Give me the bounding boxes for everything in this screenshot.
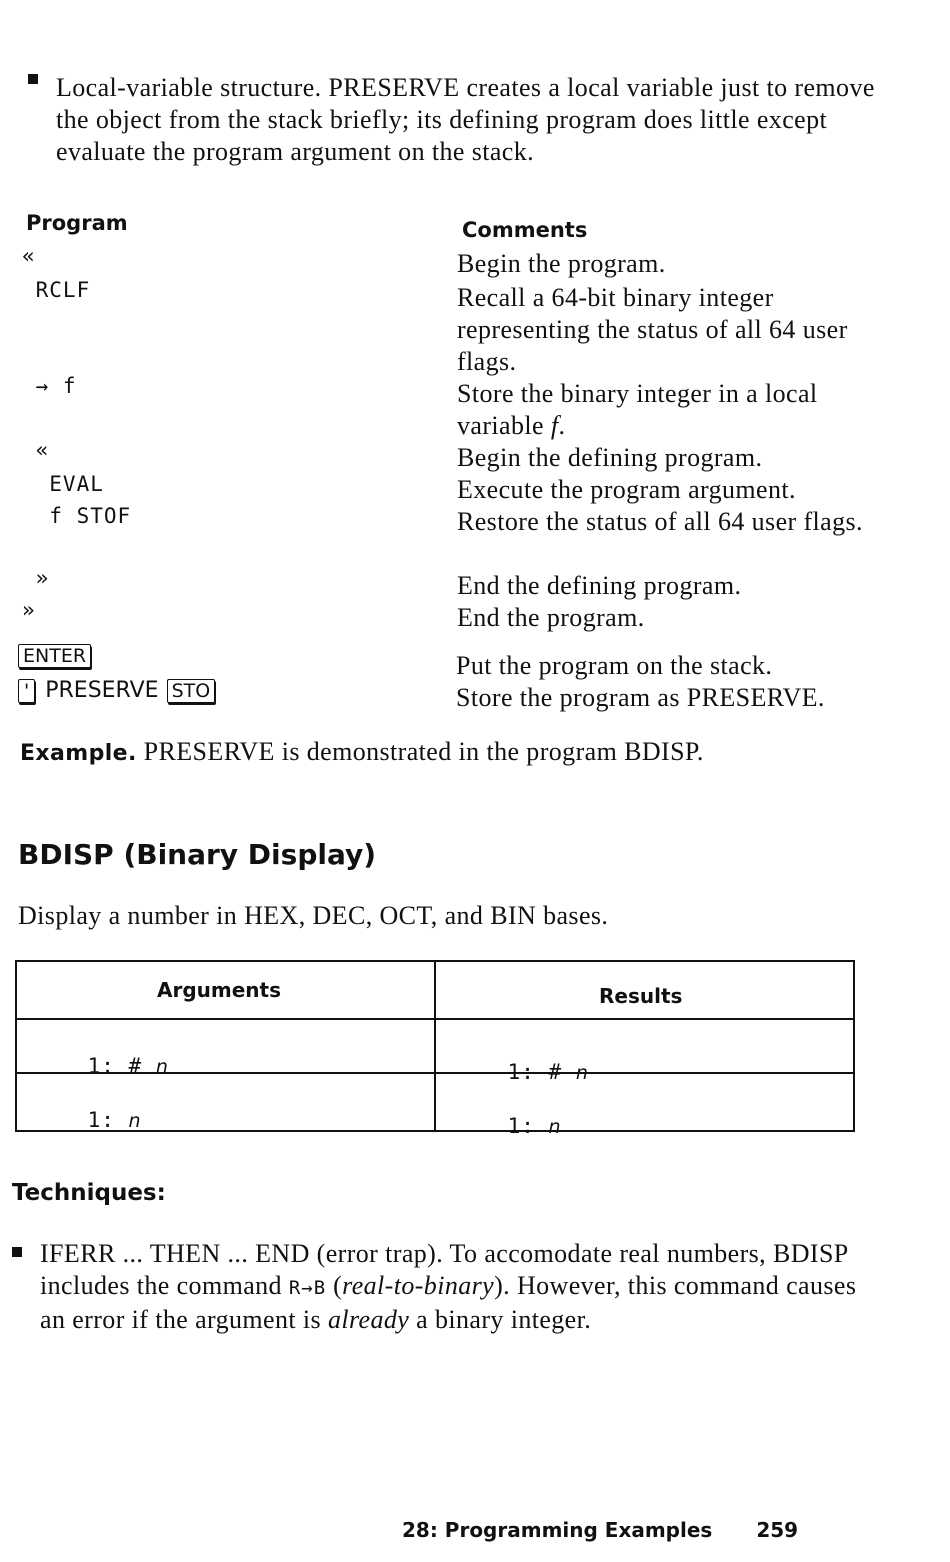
program-comment: Execute the program argument. [457,475,796,504]
intro-paragraph: Local-variable structure. PRESERVE creates a local variable just to remove the object from the stack briefly; its defining program does little except evaluate the program argument on the stack. [56,73,875,166]
program-comment [457,378,877,442]
results-header: Results [599,984,683,1008]
example-text: PRESERVE is demonstrated in the program BDISP. [143,737,704,766]
quote-key: ' [18,679,35,703]
program-comment: End the program. [457,603,645,632]
program-comment: Begin the defining program. [457,443,763,472]
stack-level: 1: [507,1114,535,1138]
stack-level: 1: [507,1060,535,1084]
variable-name: n [128,1110,142,1132]
enter-keystroke-row [18,644,91,668]
command-description: real-to-binary [342,1271,495,1300]
arguments-results-table [15,960,855,1138]
enter-comment: Put the program on the stack. [456,651,773,680]
binary-prefix: # [128,1054,143,1078]
page-footer [402,1518,798,1542]
technique-text: ( [326,1271,343,1300]
emphasis-text: already [327,1305,410,1334]
technique-text: ). However, this command causes an error if the argument is [40,1271,857,1334]
bullet-icon [28,74,38,84]
program-line: f STOF [22,504,132,528]
program-line: » [22,598,36,622]
chapter-title: 28: Programming Examples [402,1518,713,1542]
bullet-icon [12,1247,22,1257]
technique-text: IFERR ... THEN ... END (error trap). To accomodate real numbers, BDISP includes the command [40,1239,848,1300]
store-comment: Store the program as PRESERVE. [456,683,825,712]
variable-name: n [575,1062,589,1084]
binary-prefix: # [548,1060,563,1084]
stack-level: 1: [87,1108,115,1132]
arguments-header: Arguments [157,978,282,1002]
page-number: 259 [756,1518,799,1542]
program-line: → f [22,374,77,398]
program-comment: Begin the program. [457,249,666,278]
comment-text: Store the binary integer in a local variable [457,379,818,440]
program-comment: End the defining program. [457,571,742,600]
variable-name: n [548,1116,562,1138]
section-title: BDISP (Binary Display) [18,838,377,871]
program-line: « [22,244,36,268]
variable-name: n [155,1056,169,1078]
program-comment: Restore the status of all 64 user flags. [457,507,863,536]
program-column-header: Program [26,211,128,235]
program-line: » [22,566,50,590]
result-cell [453,1090,562,1162]
section-description: Display a number in HEX, DEC, OCT, and BIN bases. [18,901,609,930]
argument-cell [33,1084,142,1156]
program-line: « [22,438,50,462]
program-name-label: PRESERVE [45,678,159,703]
stack-level: 1: [87,1054,115,1078]
techniques-heading: Techniques: [12,1180,166,1206]
technique-paragraph [40,1238,870,1336]
example-label: Example. [20,741,137,766]
variable-name: f [550,411,559,440]
program-comment: Recall a 64-bit binary integer representing the status of all 64 user flags. [457,283,848,376]
table-divider [434,962,436,1130]
program-line: RCLF [22,278,91,302]
command-name: R→B [288,1277,327,1299]
store-keystroke-row [18,678,215,703]
enter-key: ENTER [18,644,91,668]
technique-text: a binary integer. [409,1305,592,1334]
program-line: EVAL [22,472,104,496]
example-paragraph [20,736,704,770]
sto-key: STO [167,679,216,703]
comments-column-header: Comments [462,218,588,242]
table-divider [17,1018,853,1020]
comment-text: . [558,411,566,440]
